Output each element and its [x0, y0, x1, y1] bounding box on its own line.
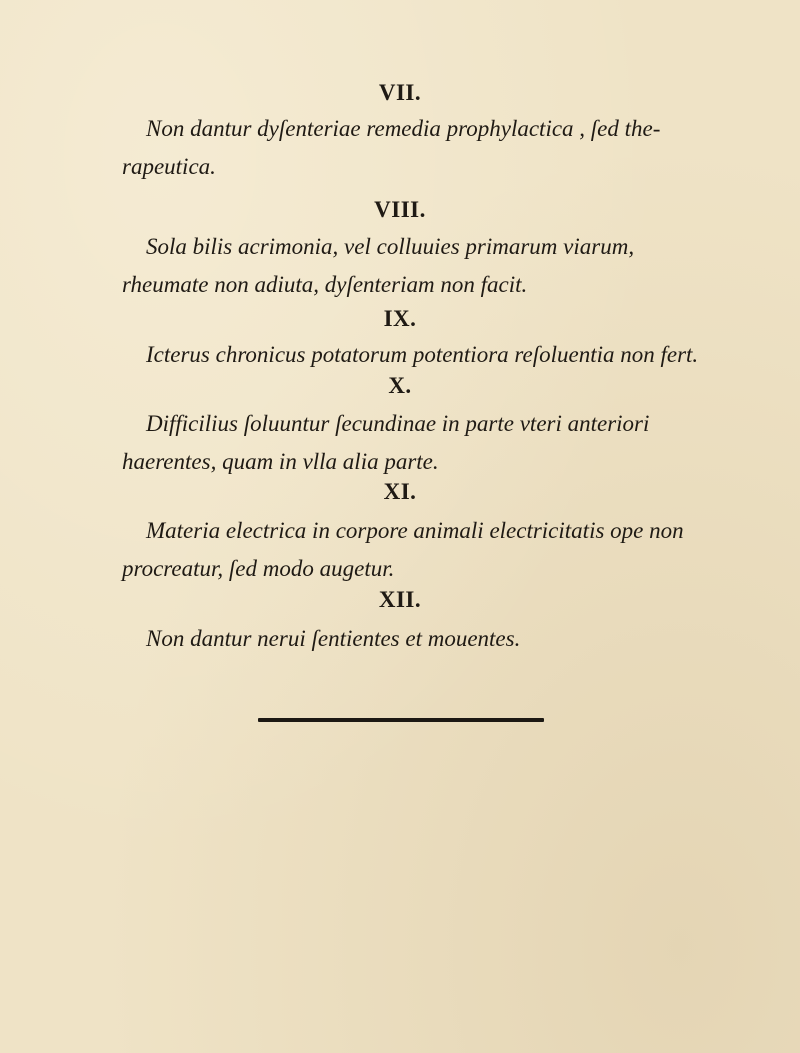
thesis-vii-text [122, 110, 682, 186]
text-line: Difficilius ſoluuntur ſecundinae in parte vteri anteriori [146, 411, 650, 436]
thesis-ix-text [122, 336, 699, 374]
thesis-viii-text [122, 228, 682, 304]
text-line: Non dantur nerui ſentientes et mouentes. [146, 626, 521, 651]
text-line: haerentes, quam in vlla alia parte. [122, 449, 439, 474]
text-line: Sola bilis acrimonia, vel colluuies primarum viarum, [146, 234, 635, 259]
text-line: Icterus chronicus potatorum potentiora reſoluentia non fert. [146, 342, 699, 367]
closing-rule [258, 718, 544, 722]
thesis-number-vii: VII. [378, 80, 422, 105]
text-line: rapeutica. [122, 154, 216, 179]
text-line: Materia electrica in corpore animali electricitatis ope non [146, 518, 684, 543]
thesis-number-xi: XI. [383, 479, 417, 504]
thesis-x-text [122, 405, 682, 481]
thesis-xi-text [122, 512, 682, 588]
thesis-number-xii: XII. [378, 587, 422, 612]
text-line: procreatur, ſed modo augetur. [122, 556, 395, 581]
thesis-number-viii: VIII. [374, 197, 426, 222]
text-line: Non dantur dyſenteriae remedia prophylactica , ſed the- [146, 116, 661, 141]
thesis-number-x: X. [388, 373, 412, 398]
text-line: rheumate non adiuta, dyſenteriam non facit. [122, 272, 528, 297]
thesis-xii-text [122, 620, 682, 658]
thesis-number-ix: IX. [383, 306, 417, 331]
